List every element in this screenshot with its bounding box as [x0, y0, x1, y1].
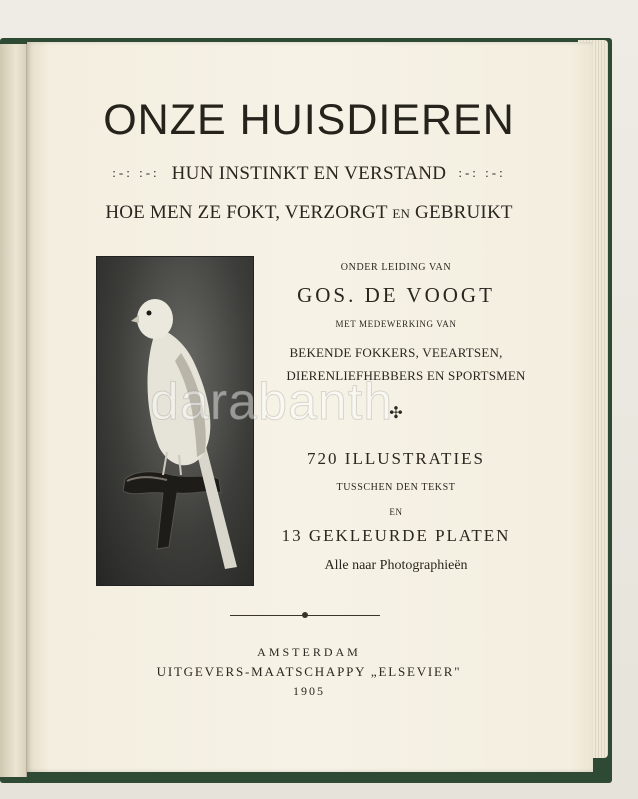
- subtitle-instinct: [40, 163, 578, 185]
- editor-name: GOS. DE VOOGT: [297, 283, 495, 307]
- imprint-year: 1905: [293, 684, 325, 698]
- colour-plates-count: 13 GEKLEURDE PLATEN: [281, 526, 511, 545]
- collaboration-intro: MET MEDEWERKING VAN: [335, 319, 457, 329]
- spine-edge: [0, 44, 27, 777]
- subtitle-breeding-part2: GEBRUIKT: [415, 202, 513, 223]
- ornament-right: :-: :-:: [458, 165, 506, 180]
- illustrations-count: 720 ILLUSTRATIES: [307, 449, 485, 468]
- subtitle-instinct-text: HUN INSTINKT EN VERSTAND: [171, 163, 447, 184]
- imprint-publisher: UITGEVERS-MAATSCHAPPY „ELSEVIER": [156, 664, 462, 679]
- illustrations-placement: TUSSCHEN DEN TEKST: [336, 482, 456, 493]
- contributors-line-1: BEKENDE FOKKERS, VEEARTSEN,: [289, 345, 503, 360]
- subtitle-breeding-en: EN: [392, 206, 411, 221]
- watermark: darabanth: [150, 373, 394, 431]
- subtitle-breeding: [40, 202, 578, 224]
- fleuron-icon: ✣: [389, 405, 403, 422]
- contributors-line-2: DIERENLIEFHEBBERS EN SPORTSMEN: [286, 368, 526, 383]
- subtitle-breeding-part1: HOE MEN ZE FOKT, VERZORGT: [105, 202, 388, 223]
- photographs-note: Alle naar Photographieën: [324, 558, 468, 573]
- ornament-left: :-: :-:: [112, 165, 160, 180]
- conjunction-en: EN: [389, 507, 403, 517]
- book-title: ONZE HUISDIEREN: [103, 96, 515, 144]
- imprint-city: AMSTERDAM: [257, 645, 361, 659]
- editor-intro: ONDER LEIDING VAN: [340, 262, 452, 273]
- divider-dot: [302, 612, 308, 618]
